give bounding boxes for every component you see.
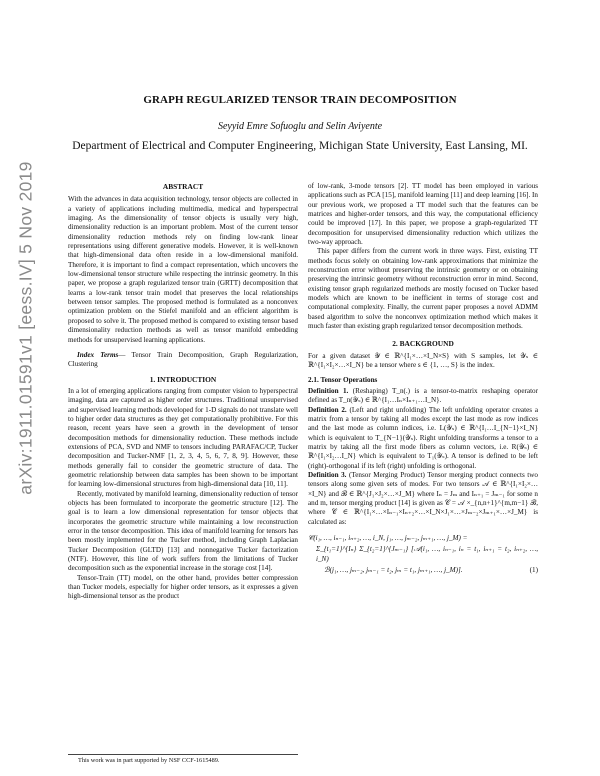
definition-3-label: Definition 3. bbox=[308, 470, 347, 479]
equation-line-3 bbox=[308, 565, 538, 576]
definition-1 bbox=[308, 387, 538, 406]
index-terms bbox=[68, 351, 298, 370]
right-paragraph-2: This paper differs from the current work in three ways. First, existing TT methods focus solely on obtaining low-rank approximations that minimize the reconstruction error without preserving the intrinsic geometry or on obtaining preserving the intrinsic geometry without reconstruction error in mind. Second, existing tensor graph regularized methods are mostly focused on Tucker based models which are known to be inefficient in terms of storage cost and computational complexity. Finally, the current paper proposes a novel ADMM based algorithm to solve the nonconvex optimization method which makes it much faster than existing graph regularized tensor decomposition methods. bbox=[308, 247, 538, 331]
arxiv-stamp bbox=[6, 161, 46, 495]
definition-3 bbox=[308, 471, 538, 527]
right-column bbox=[308, 182, 538, 575]
arxiv-stamp-text: arXiv:1911.01591v1 [eess.IV] 5 Nov 2019 bbox=[15, 161, 36, 495]
definition-1-text: (Reshaping) T_n(.) is a tensor-to-matrix reshaping operator defined as T_n(𝒴ₛ) ∈ ℝ^{I₁…Iₙ×Iₙ₊₁…I_N}. bbox=[308, 386, 538, 405]
abstract-text: With the advances in data acquisition technology, tensor objects are collected in a variety of applications including multimedia, medical and hyperspectral imaging. As the dimensionality of tensor objects is usually very high, dimensionality reduction is an important problem. Most of the current tensor dimensionality reduction methods rely on finding low-rank linear representations using different generative models. However, it is well-known that high-dimensional data often reside in a low-dimensional manifold. Therefore, it is important to find a compact representation, which uncovers the low-dimensional tensor structure while respecting the intrinsic geometry. In this paper, we propose a graph regularized tensor train (GRTT) decomposition that learns a low-rank tensor train model that preserves the local relationships between tensor samples. The proposed method is formulated as a nonconvex optimization problem on the Stiefel manifold and an efficient algorithm is proposed to solve it. The proposed method is compared to existing tensor based dimensionality reduction methods as well as tensor manifold embedding methods for unsupervised learning applications. bbox=[68, 195, 298, 344]
equation-line-1: 𝒞(i₁, …, iₙ₋₁, iₙ₊₂, …, i_N, j₁, …, jₘ₋₂, jₘ₊₁, …, j_M) = bbox=[308, 534, 468, 543]
definition-2 bbox=[308, 406, 538, 471]
intro-paragraph-1: In a lot of emerging applications ranging from computer vision to hyperspectral imaging, data are captured as higher order structures. Traditional unsupervised and supervised learning methods developed for 1-D signals do not translate well to higher order data structures as they get computationally prohibitive. For this reason, recent years have seen a growth in the development of tensor decomposition methods for dimensionality reduction. These methods include extensions of PCA, SVD and NMF to tensors including PARAFAC/CP, Tucker decomposition and Tucker-NMF [1, 2, 3, 4, 5, 6, 7, 8, 9]. However, these methods generally fail to consider the geometric structure of data. The geometric relationship between data samples has been shown to be important for learning low-dimensional structures from high-dimensional data [10, 11]. bbox=[68, 386, 298, 489]
intro-paragraph-3: Tensor-Train (TT) model, on the other hand, provides better compression than Tucker models, especially for higher order tensors, as it expresses a given high-dimensional tensor as the product bbox=[68, 573, 298, 601]
tensor-operations-heading: 2.1. Tensor Operations bbox=[308, 375, 378, 384]
equation-1 bbox=[308, 533, 538, 575]
footnote-text: This work was in part supported by NSF CCF-1615489. bbox=[78, 757, 220, 764]
definition-3-text: (Tensor Merging Product) Tensor merging product connects two tensors along some given sets of modes. For two tensors 𝒜 ∈ ℝ^{I₁×I₂×…×I_N} and ℬ ∈ ℝ^{J₁×J₂×…×J_M} where Iₙ = Jₘ and Iₙ₊₁ = Jₘ₋₁ for some n and m, tensor merging product [14] is given as 𝒞 = 𝒜 ×_{n,n+1}^{m,m−1} ℬ, where 𝒞 ∈ ℝ^{I₁×…×Iₙ₋₁×Iₙ₊₂×…×I_N×J₁×…×Jₘ₋₂×Jₘ₊₁×…×J_M} is calculated as: bbox=[308, 470, 538, 526]
abstract-heading: ABSTRACT bbox=[162, 182, 204, 191]
index-terms-text: — Tensor Train Decomposition, Graph Regularization, Clustering bbox=[68, 350, 298, 369]
right-paragraph-1: of low-rank, 3-mode tensors [2]. TT model has been employed in various applications such as PCA [15], manifold learning [11] and deep learning [16]. In our previous work, we proposed a TT model such that the features can be matrices and higher-order tensors, and this way, the computational efficiency could be improved [17]. In this paper, we propose a graph-regularized TT decomposition for unsupervised dimensionality reduction which utilizes the two-way approach. bbox=[308, 182, 538, 247]
left-column bbox=[68, 182, 298, 602]
footnote bbox=[68, 754, 298, 764]
definition-2-label: Definition 2. bbox=[308, 405, 347, 414]
intro-paragraph-2: Recently, motivated by manifold learning, dimensionality reduction of tensor objects has been formulated to incorporate the geometric structure [12]. The goal is to learn a low dimensional representation for tensor objects that incorporates the geometric structure while maintaining a low reconstruction error in the tensor decomposition. This idea of manifold learning for tensors has been mostly implemented for the Tucker method, including Graph Laplacian Tucker Decomposition (GLTD) [13] and nonnegative Tucker factorization (NTF). However, this line of work suffers from the limitations of Tucker decomposition such as the exponential increase in the storage cost [14]. bbox=[68, 489, 298, 573]
introduction-heading: 1. INTRODUCTION bbox=[149, 374, 217, 384]
equation-line-3-text: ℬ(j₁, …, jₘ₋₂, jₘ₋₁ = t₂, jₘ = t₁, jₘ₊₁, …, j_M)]. bbox=[324, 565, 463, 574]
definition-2-text: (Left and right unfolding) The left unfolding operator creates a matrix from a tensor by taking all modes except the last mode as row indices and the last mode as column indices, i.e. L(𝒴ₛ) ∈ ℝ^{I₁…I_{N−1}×I_N} which is equivalent to T_{N−1}(𝒴ₛ). Right unfolding transforms a tensor to a matrix by taking all the first mode fibers as column vectors, i.e. R(𝒴ₛ) ∈ ℝ^{I₁×I₂…I_N} which is equivalent to T₁(𝒴ₛ). A tensor is defined to be left (right)-orthogonal if its left (right) unfolding is orthogonal. bbox=[308, 405, 539, 470]
index-terms-label: Index Terms bbox=[77, 350, 119, 359]
paper-affiliation: Department of Electrical and Computer Engineering, Michigan State University, East Lansing, MI. bbox=[72, 140, 528, 152]
equation-number: (1) bbox=[529, 565, 538, 574]
paper-title: GRAPH REGULARIZED TENSOR TRAIN DECOMPOSITION bbox=[143, 94, 457, 106]
background-text: For a given dataset 𝒴 ∈ ℝ^{I₁×…×I_N×S} with S samples, let 𝒴ₛ ∈ ℝ^{I₁×I₂×…×I_N} be a tensor where s ∈ {1, …, S} is the index. bbox=[308, 351, 538, 370]
definition-1-label: Definition 1. bbox=[308, 386, 349, 395]
paper-authors: Seyyid Emre Sofuoglu and Selin Aviyente bbox=[217, 121, 383, 132]
background-heading: 2. BACKGROUND bbox=[392, 338, 454, 348]
equation-line-2: Σ_{t₁=1}^{Iₙ} Σ_{t₂=1}^{Jₘ₋₁} [𝒜(i₁, …, iₙ₋₁, iₙ = t₁, iₙ₊₁ = t₂, iₙ₊₂, …, i_N) bbox=[316, 544, 538, 564]
